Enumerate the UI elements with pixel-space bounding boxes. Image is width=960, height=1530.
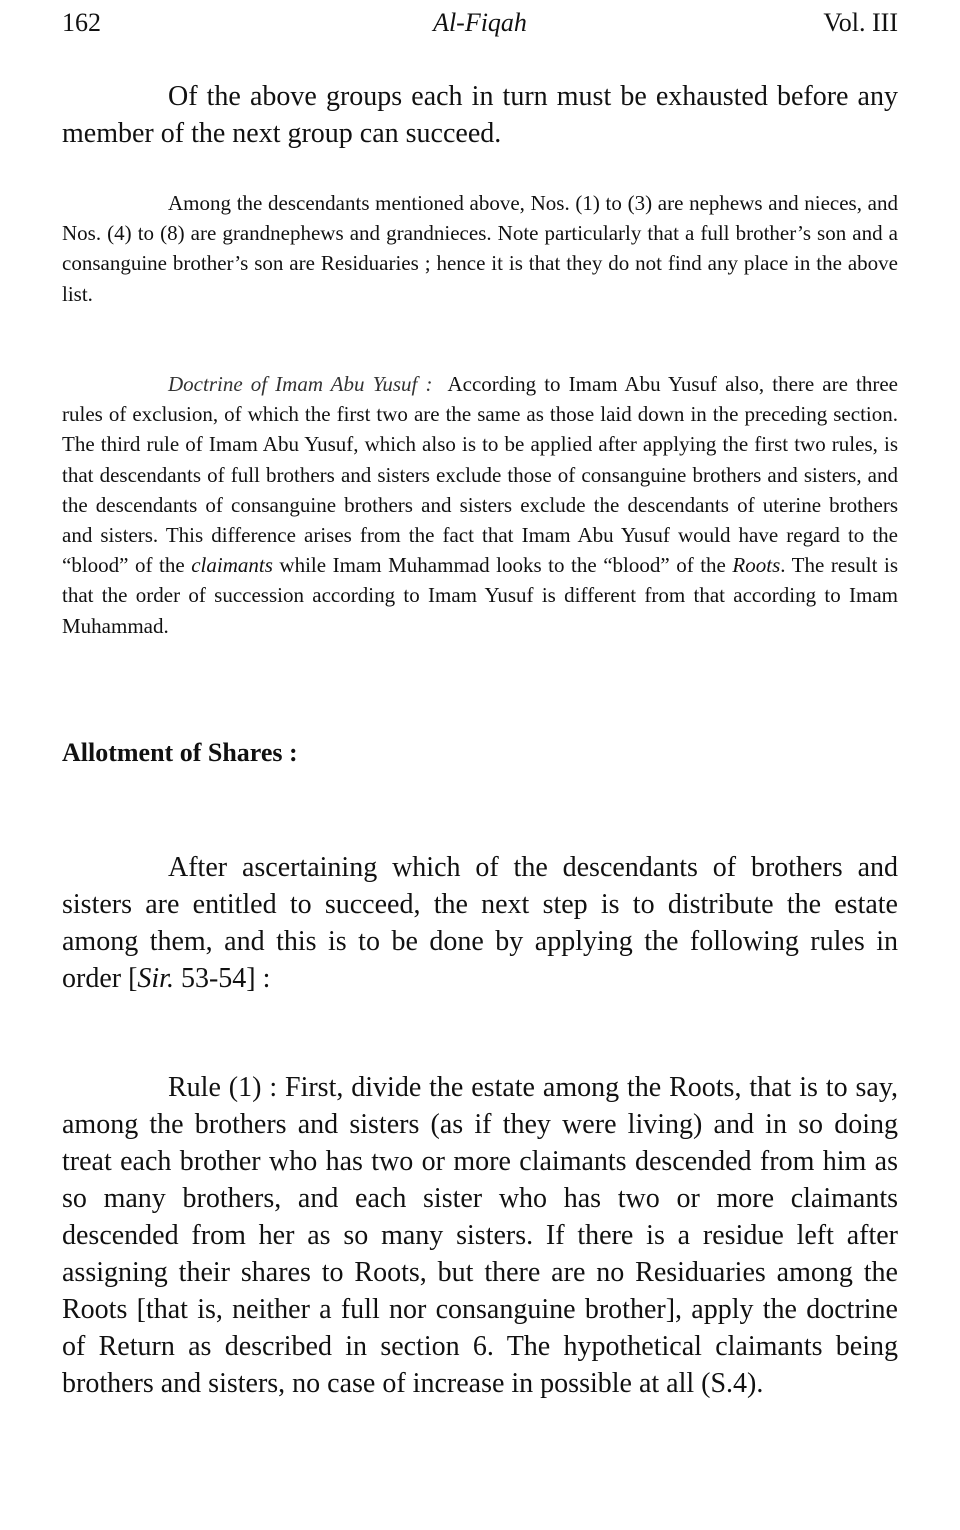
distribution-text-a: After ascertaining which of the descendants of brothers and sisters are entitled to succeed, the next step is to distribute the estate among them, and this is to be done by applying the following rules in order [ [62, 852, 898, 994]
volume-label: Vol. III [823, 8, 898, 37]
page-header [62, 8, 898, 42]
book-title: Al-Fiqah [433, 8, 527, 37]
doctrine-emphasis-claimants: claimants [191, 553, 273, 578]
paragraph-rule-1: Rule (1) : First, divide the estate among the Roots, that is to say, among the brothers and sisters (as if they were living) and in so doing treat each brother who has two or more claimants descended from him as so many brothers, and each sister who has two or more claimants descended from her as so many sisters. If there is a residue left after assigning their shares to Roots, but there are no Residuaries among the Roots [that is, neither a full nor consanguine brother], apply the doctrine of Return as described in section 6. The hypothetical claimants being brothers and sisters, no case of increase in possible at all (S.4). [62, 1072, 898, 1399]
section-heading: Allotment of Shares : [62, 738, 298, 767]
paragraph-abu-yusuf-doctrine [62, 369, 898, 641]
doctrine-text-b: while Imam Muhammad looks to the “blood” of the [279, 553, 726, 578]
distribution-citation: Sir. [137, 963, 174, 994]
paragraph-groups-exhausted: Of the above groups each in turn must be exhausted before any member of the next group can succeed. [62, 81, 898, 149]
doctrine-text-c: . The result is that the order of succession according to Imam Yusuf is different from that according to Imam Muhammad. [62, 553, 899, 638]
doctrine-text-a: According to Imam Abu Yusuf also, there are three rules of exclusion, of which the first two are the same as those laid down in the preceding section. The third rule of Imam Abu Yusuf, which also is to be applied after applying the first two rules, is that descendants of full brothers and sisters exclude those of consanguine brothers and sisters, and the descendants of consanguine brothers and sisters exclude the descendants of uterine brothers and sisters. This difference arises from the fact that Imam Abu Yusuf would have regard to the “blood” of the [62, 372, 898, 578]
paragraph-descendants-note: Among the descendants mentioned above, Nos. (1) to (3) are nephews and nieces, and Nos. (4) to (8) are grandnephews and grandnieces. Note particularly that a full brother’s son and a consanguine brother’s son are Residuaries ; hence it is that they do not find any place in the above list. [62, 191, 898, 306]
doctrine-emphasis-roots: Roots [732, 553, 781, 578]
distribution-text-b: 53-54] : [173, 963, 271, 994]
paragraph-distribution-intro [62, 849, 898, 997]
page-number: 162 [62, 8, 101, 37]
doctrine-label: Doctrine of Imam Abu Yusuf : [168, 372, 433, 396]
